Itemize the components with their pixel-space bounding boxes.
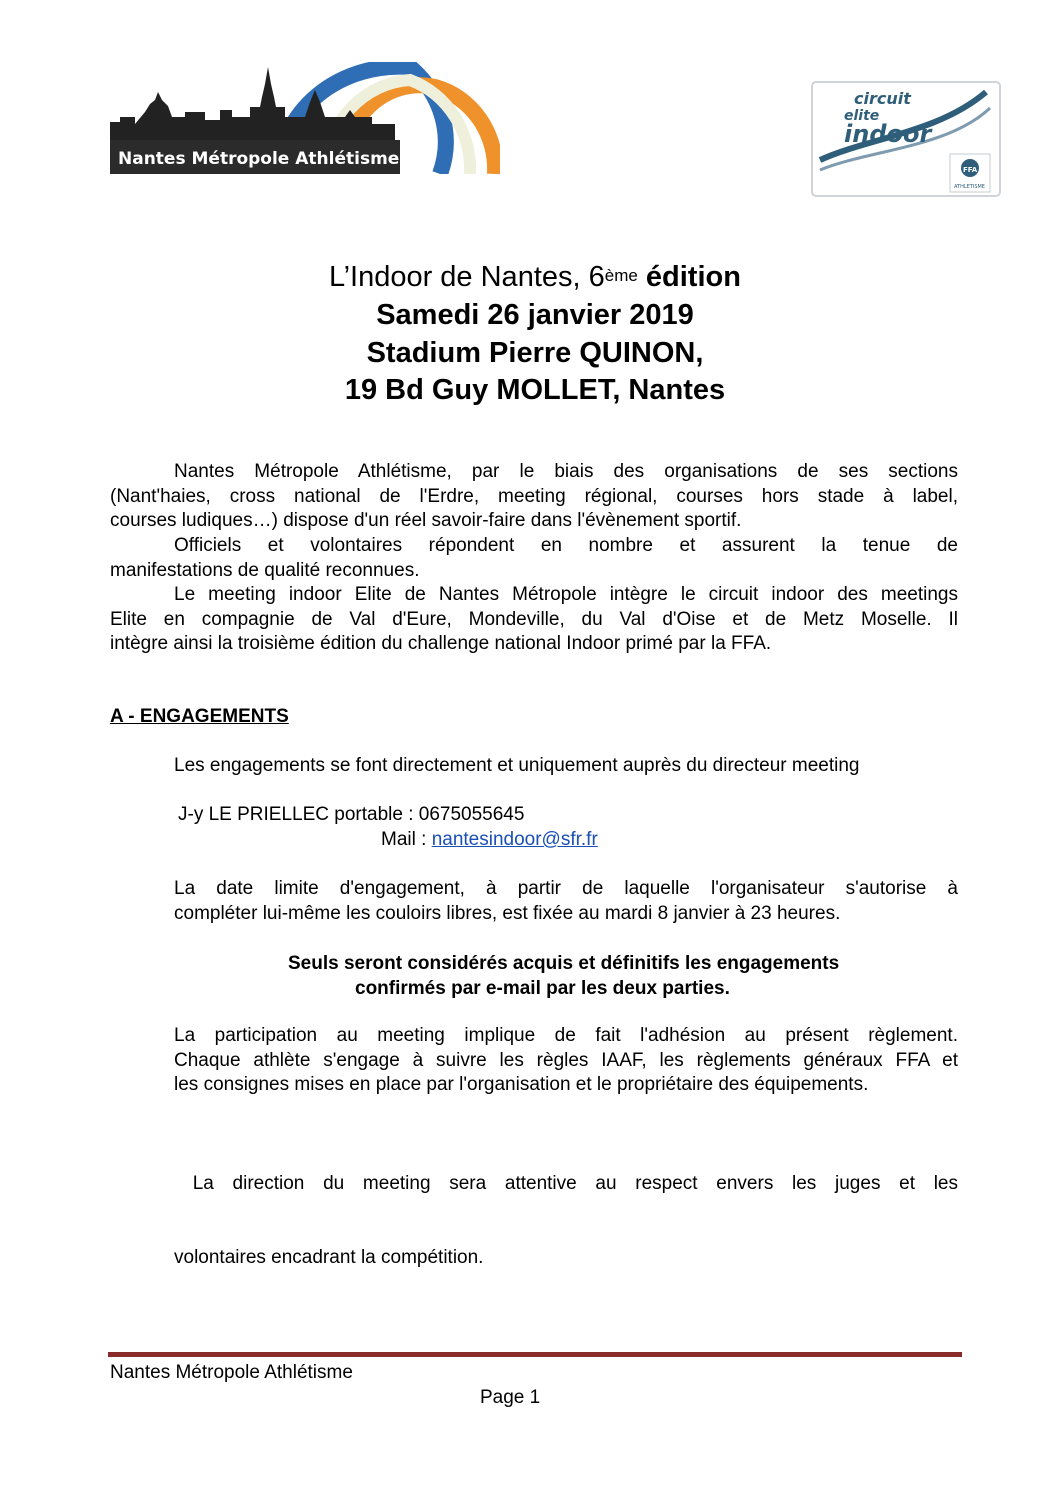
contact-mail-row xyxy=(381,829,598,851)
contact-mail-label: Mail : xyxy=(381,829,432,850)
direction-paragraph: La direction du meeting sera attentive au respect envers les juges et les volontaires encadrant la compétition. xyxy=(174,1173,958,1268)
right-logo-circuit: circuit xyxy=(854,89,911,108)
participation-paragraph: La participation au meeting implique de fait l'adhésion au présent règlement. Chaque athlète s'engage à suivre les règles IAAF, les règlements généraux FFA et les consignes mises en place par l'organisation et le propriétaire des équipements. xyxy=(174,1025,958,1095)
title-venue: Stadium Pierre QUINON, xyxy=(366,337,704,369)
deadline-paragraph: La date limite d'engagement, à partir de laquelle l'organisateur s'autorise à compléter lui-même les couloirs libres, est fixée au mardi 8 janvier à 23 heures. xyxy=(174,878,958,924)
footer-organization: Nantes Métropole Athlétisme xyxy=(110,1362,353,1383)
intro-paragraph-3: Le meeting indoor Elite de Nantes Métropole intègre le circuit indoor des meetings Elite en compagnie de Val d'Eure, Mondeville, du Val d'Oise et de Metz Moselle. Il intègre ainsi la troisième édition du challenge national Indoor primé par la FFA. xyxy=(110,584,958,654)
ffa-mark: FFA xyxy=(963,166,978,174)
title-line-1: L’Indoor de Nantes, 6ème édition xyxy=(329,261,741,293)
footer-rule xyxy=(108,1352,962,1357)
intro-paragraph-1: Nantes Métropole Athlétisme, par le biais des organisations de ses sections (Nant'haies, cross national de l'Erdre, meeting régional, courses hors stade à label, courses ludiques…) dispose d'un réel savoir-faire dans l'évènement sportif. xyxy=(110,461,958,531)
notice-line-2: confirmés par e-mail par les deux parties. xyxy=(355,978,730,999)
ffa-subtext: ATHLETISME xyxy=(954,184,985,190)
nantes-metropole-athletisme-logo xyxy=(110,62,500,174)
section-a-heading: A - ENGAGEMENTS xyxy=(110,706,289,727)
contact-phone: J-y LE PRIELLEC portable : 0675055645 xyxy=(178,804,525,825)
right-logo-elite: elite xyxy=(844,108,880,124)
left-logo-text: Nantes Métropole Athlétisme xyxy=(118,149,400,169)
engagements-line: Les engagements se font directement et uniquement auprès du directeur meeting xyxy=(174,755,860,776)
contact-mail-link[interactable]: nantesindoor@sfr.fr xyxy=(431,829,598,850)
intro-paragraph-2: Officiels et volontaires répondent en nombre et assurent la tenue de manifestations de qualité reconnues. xyxy=(110,535,958,581)
footer-page-number: Page 1 xyxy=(480,1387,541,1408)
title-address: 19 Bd Guy MOLLET, Nantes xyxy=(344,374,726,406)
right-logo-indoor: indoor xyxy=(844,120,932,148)
notice-line-1: Seuls seront considérés acquis et définitifs les engagements xyxy=(288,953,840,974)
circuit-elite-indoor-logo xyxy=(808,78,1003,200)
title-date: Samedi 26 janvier 2019 xyxy=(376,299,694,331)
